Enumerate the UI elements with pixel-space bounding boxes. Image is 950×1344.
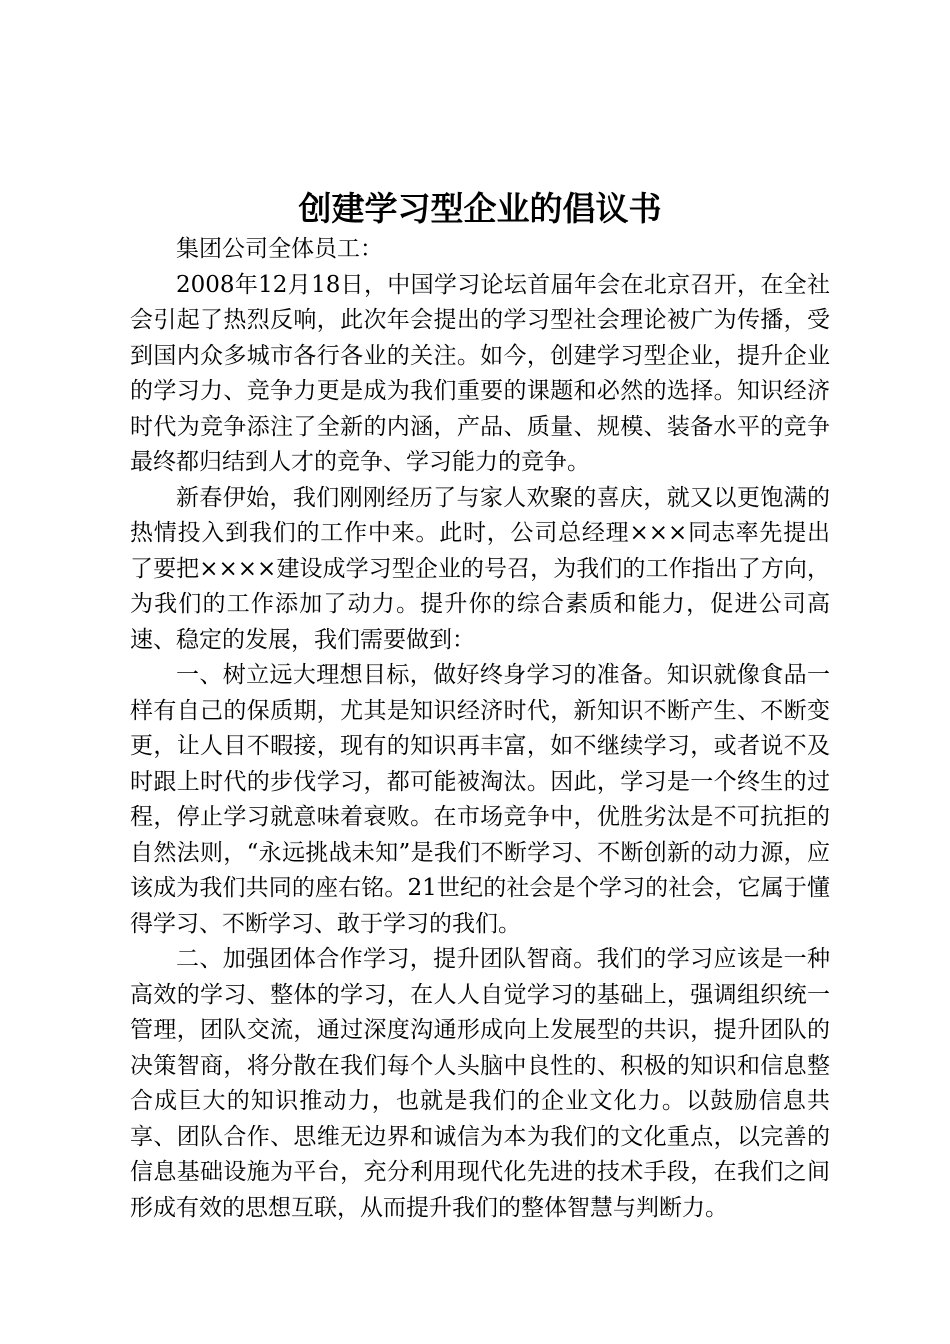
paragraph-point-two: 二、加强团体合作学习，提升团队智商。我们的学习应该是一种高效的学习、整体的学习，在人人自觉学习的基础上，强调组织统一管理，团队交流，通过深度沟通形成向上发展型的共识，提升团队的决策智商，将分散在我们每个人头脑中良性的、积极的知识和信息整合成巨大的知识推动力，也就是我们的企业文化力。以鼓励信息共享、团队合作、思维无边界和诚信为本为我们的文化重点，以完善的信息基础设施为平台，充分利用现代化先进的技术手段，在我们之间形成有效的思想互联，从而提升我们的整体智慧与判断力。 bbox=[130, 946, 830, 1221]
document-title: 创建学习型企业的倡议书 bbox=[298, 189, 662, 228]
document-body bbox=[130, 232, 830, 1226]
paragraph-new-spring: 新春伊始，我们刚刚经历了与家人欢聚的喜庆，就又以更饱满的热情投入到我们的工作中来。此时，公司总经理×××同志率先提出了要把××××建设成学习型企业的号召，为我们的工作指出了方向，为我们的工作添加了动力。提升你的综合素质和能力，促进公司高速、稳定的发展，我们需要做到： bbox=[130, 484, 830, 653]
paragraph-intro: 2008年12月18日，中国学习论坛首届年会在北京召开，在全社会引起了热烈反响，此次年会提出的学习型社会理论被广为传播，受到国内众多城市各行各业的关注。如今，创建学习型企业，提升企业的学习力、竞争力更是成为我们重要的课题和必然的选择。知识经济时代为竞争添注了全新的内涵，产品、质量、规模、装备水平的竞争最终都归结到人才的竞争、学习能力的竞争。 bbox=[130, 271, 830, 475]
salutation: 集团公司全体员工： bbox=[176, 236, 383, 262]
paragraph-point-one: 一、树立远大理想目标，做好终身学习的准备。知识就像食品一样有自己的保质期，尤其是知识经济时代，新知识不断产生、不断变更，让人目不暇接，现有的知识再丰富，如不继续学习，或者说不及时跟上时代的步伐学习，都可能被淘汰。因此，学习是一个终生的过程，停止学习就意味着衰败。在市场竞争中，优胜劣汰是不可抗拒的自然法则，“永远挑战未知”是我们不断学习、不断创新的动力源，应该成为我们共同的座右铭。21世纪的社会是个学习的社会，它属于懂得学习、不断学习、敢于学习的我们。 bbox=[130, 662, 830, 937]
